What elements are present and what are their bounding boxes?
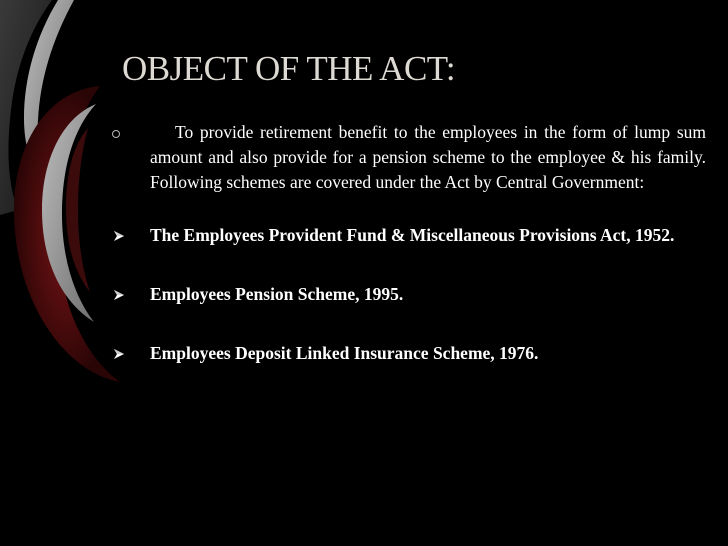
slide-title: OBJECT OF THE ACT: xyxy=(122,49,456,88)
list-item-text: Employees Pension Scheme, 1995. xyxy=(150,284,404,304)
bullet-list xyxy=(108,120,706,400)
circle-bullet-icon xyxy=(110,120,130,145)
arrow-bullet-icon xyxy=(110,282,130,307)
arrow-bullet-icon xyxy=(110,341,130,366)
list-item-intro xyxy=(108,120,706,195)
list-item-text: Employees Deposit Linked Insurance Scheme, 1976. xyxy=(150,343,539,363)
list-item-text: The Employees Provident Fund & Miscellaneous Provisions Act, 1952. xyxy=(150,225,675,245)
list-item-text: To provide retirement benefit to the employees in the form of lump sum amount and also provide for a pension scheme to the employee & his family. Following schemes are covered under the Act by Central Government: xyxy=(150,122,706,192)
list-item-pension-scheme xyxy=(108,282,706,307)
arrow-bullet-icon xyxy=(110,223,130,248)
list-item-insurance-scheme xyxy=(108,341,706,366)
list-item-epf-act xyxy=(108,223,706,248)
